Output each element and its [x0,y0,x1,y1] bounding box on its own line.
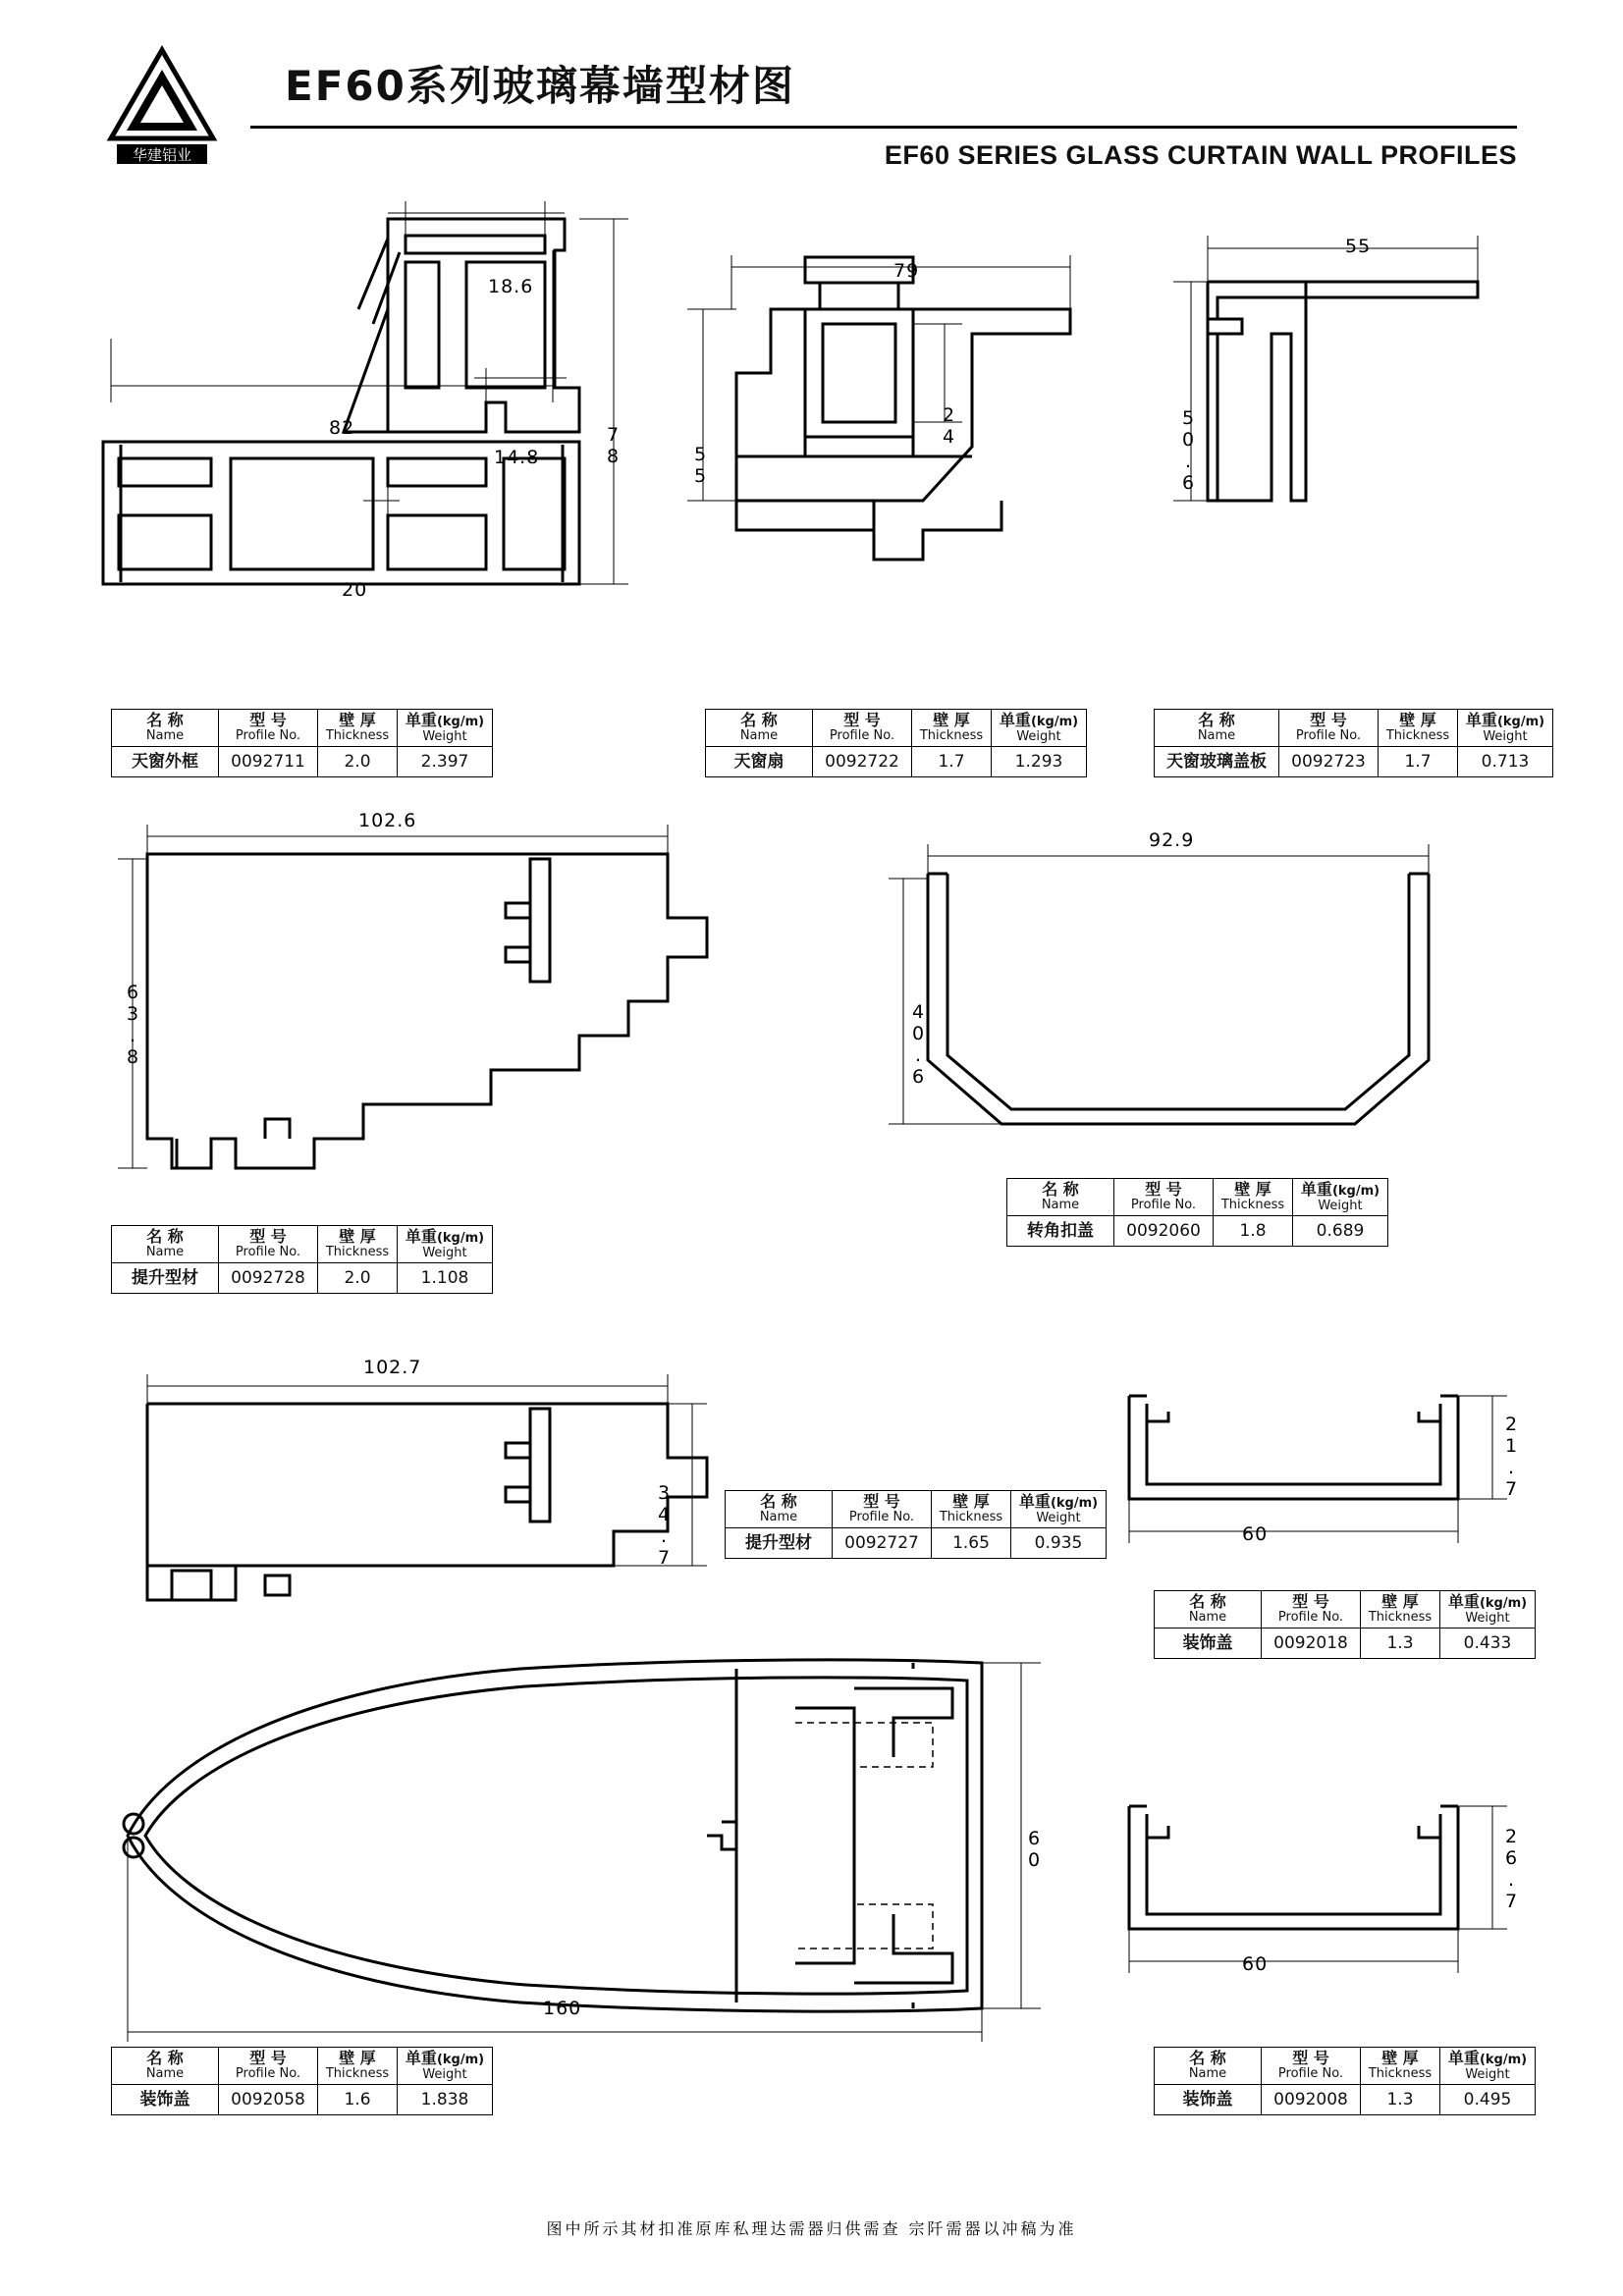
th-thickness-cn: 壁 厚 [933,711,970,730]
th-weight-en: Weight [1318,1198,1363,1213]
th-model-cn: 型 号 [843,711,881,730]
cell-thickness: 1.7 [912,747,992,777]
cell-thickness: 2.0 [318,1263,398,1294]
page-title-en: EF60 SERIES GLASS CURTAIN WALL PROFILES [884,140,1517,170]
profile-drawing-0092728 [118,825,756,1237]
th-thickness-en: Thickness [325,728,390,744]
th-weight-cn: 单重 [1300,1180,1332,1199]
profile-drawing-0092722 [677,236,1139,648]
th-name-en: Name [1188,2066,1227,2082]
dim-24: 24 [938,404,959,448]
cell-model: 0092060 [1114,1216,1214,1247]
th-name-cn: 名 称 [740,711,778,730]
th-weight-cn: 单重 [1465,711,1497,729]
dim-92-9: 92.9 [1149,829,1195,851]
dim-20: 20 [342,579,368,601]
th-weight-unit: (kg/m) [1479,2053,1528,2067]
dim-60-a: 60 [1242,1523,1269,1545]
dim-50-6: 50.6 [1177,407,1199,494]
cell-thickness: 1.3 [1361,1629,1440,1659]
cell-name: 天窗外框 [112,747,219,777]
th-thickness-en: Thickness [1220,1198,1285,1213]
spec-table-0092723 [1154,709,1553,777]
cell-name: 装饰盖 [112,2085,219,2115]
profile-drawing-0092723 [1173,221,1517,614]
footer-note: 图中所示其材扣准原库私理达需器归供需查 宗阡需器以冲稿为准 [546,2219,1077,2238]
dim-14-8: 14.8 [494,447,540,468]
cell-weight: 1.838 [398,2085,493,2115]
profile-drawing-0092008 [1109,1796,1522,1993]
th-weight-unit: (kg/m) [1331,1184,1380,1199]
cell-model: 0092711 [219,747,318,777]
cell-thickness: 1.8 [1214,1216,1293,1247]
dim-60-b: 60 [1023,1828,1045,1871]
th-weight-cn: 单重 [405,711,437,729]
th-weight-cn: 单重 [405,2049,437,2067]
th-name-cn: 名 称 [760,1492,797,1512]
th-model-cn: 型 号 [1292,2049,1329,2068]
dim-55-a: 55 [689,444,711,487]
th-name-cn: 名 称 [1189,2049,1226,2068]
th-model-en: Profile No. [1295,728,1362,744]
th-name-cn: 名 称 [1042,1180,1079,1200]
spec-table-0092058 [111,2047,493,2115]
th-model-cn: 型 号 [1145,1180,1182,1200]
th-name-cn: 名 称 [146,711,184,730]
spec-table-0092728 [111,1225,493,1294]
th-weight-unit: (kg/m) [436,715,485,729]
th-thickness-cn: 壁 厚 [1381,2049,1419,2068]
cell-name: 转角扣盖 [1007,1216,1114,1247]
th-model-en: Profile No. [848,1510,915,1525]
th-name-en: Name [759,1510,798,1525]
cell-weight: 0.689 [1293,1216,1388,1247]
th-model-cn: 型 号 [1292,1592,1329,1612]
cell-name: 装饰盖 [1155,1629,1262,1659]
th-model-cn: 型 号 [249,711,287,730]
th-name-cn: 名 称 [1198,711,1235,730]
th-thickness-en: Thickness [919,728,984,744]
dim-79: 79 [893,260,920,282]
th-weight-cn: 单重 [405,1227,437,1246]
th-name-en: Name [739,728,779,744]
th-model-en: Profile No. [1277,2066,1344,2082]
th-model-en: Profile No. [235,2066,301,2082]
th-name-en: Name [1197,728,1236,744]
th-weight-cn: 单重 [1447,2049,1480,2067]
th-thickness-cn: 壁 厚 [1234,1180,1271,1200]
th-model-en: Profile No. [235,1245,301,1260]
th-thickness-en: Thickness [325,2066,390,2082]
th-weight-unit: (kg/m) [1479,1596,1528,1611]
cell-weight: 0.495 [1440,2085,1536,2115]
cell-thickness: 1.7 [1379,747,1458,777]
profile-drawing-0092711 [93,191,643,692]
th-thickness-cn: 壁 厚 [339,1227,376,1247]
cell-name: 天窗扇 [706,747,813,777]
th-weight-unit: (kg/m) [1050,1496,1099,1511]
dim-60-c: 60 [1242,1953,1269,1975]
dim-34-7: 34.7 [653,1482,675,1569]
profile-drawing-0092060 [913,864,1463,1148]
cell-thickness: 1.3 [1361,2085,1440,2115]
th-thickness-en: Thickness [325,1245,390,1260]
th-name-en: Name [145,1245,185,1260]
th-weight-en: Weight [1465,1610,1510,1626]
th-weight-unit: (kg/m) [436,1231,485,1246]
cell-model: 0092727 [833,1528,932,1559]
th-weight-unit: (kg/m) [1496,715,1545,729]
th-model-cn: 型 号 [1310,711,1347,730]
spec-table-0092018 [1154,1590,1536,1659]
th-model-en: Profile No. [235,728,301,744]
profile-drawing-0092058 [108,1649,1100,2022]
spec-table-0092008 [1154,2047,1536,2115]
cell-weight: 1.293 [992,747,1087,777]
th-name-cn: 名 称 [146,1227,184,1247]
th-weight-unit: (kg/m) [436,2053,485,2067]
dim-26-7: 26.7 [1500,1826,1522,1912]
th-name-en: Name [1041,1198,1080,1213]
cell-weight: 1.108 [398,1263,493,1294]
spec-table-0092727 [725,1490,1107,1559]
dim-63-8: 63.8 [122,982,143,1068]
dim-102-6: 102.6 [358,810,417,831]
spec-table-0092722 [705,709,1087,777]
th-thickness-cn: 壁 厚 [1381,1592,1419,1612]
th-weight-en: Weight [1016,728,1061,744]
svg-text:华建铝业: 华建铝业 [132,146,192,164]
cell-model: 0092722 [813,747,912,777]
th-name-cn: 名 称 [146,2049,184,2068]
th-weight-en: Weight [422,1245,467,1260]
th-model-en: Profile No. [1277,1610,1344,1626]
spec-table-0092060 [1006,1178,1388,1247]
cell-model: 0092058 [219,2085,318,2115]
th-weight-cn: 单重 [1018,1492,1051,1511]
th-thickness-en: Thickness [1368,2066,1433,2082]
th-name-en: Name [1188,1610,1227,1626]
cell-thickness: 1.6 [318,2085,398,2115]
cell-name: 天窗玻璃盖板 [1155,747,1279,777]
th-model-cn: 型 号 [863,1492,900,1512]
sheet-header [0,0,1623,211]
th-weight-en: Weight [1465,2066,1510,2082]
th-name-en: Name [145,728,185,744]
th-thickness-cn: 壁 厚 [339,2049,376,2068]
th-name-cn: 名 称 [1189,1592,1226,1612]
cell-thickness: 1.65 [932,1528,1011,1559]
th-name-en: Name [145,2066,185,2082]
dim-18-6: 18.6 [488,276,534,297]
th-weight-en: Weight [1483,728,1528,744]
th-thickness-en: Thickness [939,1510,1003,1525]
cell-model: 0092018 [1262,1629,1361,1659]
th-thickness-cn: 壁 厚 [952,1492,990,1512]
header-divider [250,126,1517,129]
cell-model: 0092723 [1279,747,1379,777]
cell-weight: 0.935 [1011,1528,1107,1559]
profile-drawing-0092018 [1109,1386,1522,1563]
th-model-cn: 型 号 [249,1227,287,1247]
cell-name: 提升型材 [726,1528,833,1559]
page-title-cn: EF60系列玻璃幕墙型材图 [285,62,795,110]
dim-21-7: 21.7 [1500,1414,1522,1500]
cell-weight: 0.433 [1440,1629,1536,1659]
dim-102-7: 102.7 [363,1357,422,1378]
cell-weight: 0.713 [1458,747,1553,777]
th-model-en: Profile No. [1130,1198,1197,1213]
dim-78: 78 [602,424,623,467]
profile-drawing-0092727 [118,1374,746,1659]
th-weight-unit: (kg/m) [1030,715,1079,729]
th-thickness-cn: 壁 厚 [339,711,376,730]
cell-thickness: 2.0 [318,747,398,777]
cell-model: 0092728 [219,1263,318,1294]
cell-name: 提升型材 [112,1263,219,1294]
cell-model: 0092008 [1262,2085,1361,2115]
cell-name: 装饰盖 [1155,2085,1262,2115]
dim-82: 82 [329,417,355,439]
th-weight-cn: 单重 [999,711,1031,729]
spec-table-0092711 [111,709,493,777]
dim-40-6: 40.6 [907,1001,929,1088]
th-weight-en: Weight [1036,1510,1081,1525]
th-model-en: Profile No. [829,728,895,744]
th-thickness-en: Thickness [1385,728,1450,744]
th-thickness-cn: 壁 厚 [1399,711,1436,730]
th-model-cn: 型 号 [249,2049,287,2068]
dim-55-b: 55 [1345,236,1372,257]
th-thickness-en: Thickness [1368,1610,1433,1626]
th-weight-en: Weight [422,2066,467,2082]
dim-160: 160 [543,1998,582,2019]
th-weight-en: Weight [422,728,467,744]
cell-weight: 2.397 [398,747,493,777]
th-weight-cn: 单重 [1447,1592,1480,1611]
